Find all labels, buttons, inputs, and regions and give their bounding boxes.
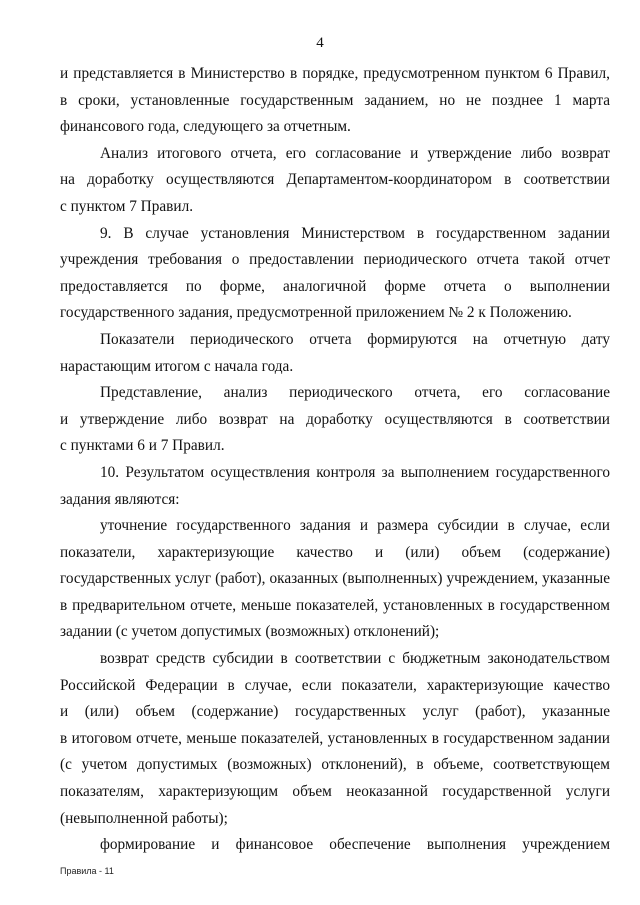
text-line: государственного задания, предусмотренной приложением № 2 к Положению. bbox=[60, 304, 572, 322]
text-line: Российской Федерации в случае, если показатели, характеризующие качество bbox=[60, 676, 610, 694]
text-line: учреждения требования о предоставлении периодического отчета такой отчет bbox=[60, 251, 610, 269]
paragraph-item-10 bbox=[60, 460, 610, 513]
text-line: 10. Результатом осуществления контроля за выполнением государственного bbox=[100, 463, 610, 481]
text-line: государственных услуг (работ), оказанных (выполненных) учреждением, указанные bbox=[60, 570, 610, 588]
text-line: показателям, характеризующим объем неоказанной государственной услуги bbox=[60, 783, 610, 801]
text-line: показатели, характеризующие качество и (или) объем (содержание) bbox=[60, 543, 610, 561]
text-line: задания являются: bbox=[60, 490, 180, 508]
text-line: (невыполненной работы); bbox=[60, 809, 228, 827]
text-line: возврат средств субсидии в соответствии с бюджетным законодательством bbox=[100, 650, 610, 668]
text-line: предоставляется по форме, аналогичной форме отчета о выполнении bbox=[60, 277, 610, 295]
text-line: Показатели периодического отчета формируются на отчетную дату bbox=[100, 330, 610, 348]
text-line: в сроки, установленные государственным заданием, но не позднее 1 марта bbox=[60, 91, 610, 109]
paragraph-formation bbox=[60, 832, 610, 859]
text-line: 9. В случае установления Министерством в государственном задании bbox=[100, 224, 610, 242]
text-line: задании (с учетом допустимых (возможных) отклонений); bbox=[60, 623, 440, 641]
text-line: (с учетом допустимых (возможных) отклонений), в объеме, соответствующем bbox=[60, 756, 610, 774]
text-line: с пунктом 7 Правил. bbox=[60, 197, 194, 215]
text-line: Анализ итогового отчета, его согласование и утверждение либо возврат bbox=[100, 144, 610, 162]
paragraph-analysis bbox=[60, 141, 610, 221]
text-line: формирование и финансовое обеспечение выполнения учреждением bbox=[100, 836, 610, 854]
text-line: финансового года, следующего за отчетным. bbox=[60, 118, 351, 136]
footer-document-label: Правила - 11 bbox=[60, 866, 114, 876]
paragraph-refund bbox=[60, 646, 610, 832]
document-body bbox=[60, 61, 610, 859]
text-line: на доработку осуществляются Департаментом-координатором в соответствии bbox=[60, 171, 610, 189]
text-line: и утверждение либо возврат на доработку осуществляются в соответствии bbox=[60, 410, 610, 428]
text-line: и представляется в Министерство в порядке, предусмотренном пунктом 6 Правил, bbox=[60, 65, 610, 82]
text-line: в предварительном отчете, меньше показателей, установленных в государственном bbox=[60, 596, 610, 614]
page-number: 4 bbox=[316, 35, 324, 51]
text-line: с пунктами 6 и 7 Правил. bbox=[60, 437, 225, 455]
text-line: нарастающим итогом с начала года. bbox=[60, 357, 294, 375]
text-line: Представление, анализ периодического отчета, его согласование bbox=[100, 384, 610, 402]
text-line: уточнение государственного задания и размера субсидии в случае, если bbox=[100, 517, 610, 535]
text-line: в итоговом отчете, меньше показателей, установленных в государственном задании bbox=[60, 729, 610, 747]
text-line: и (или) объем (содержание) государственных услуг (работ), указанные bbox=[60, 703, 610, 721]
paragraph-presentation bbox=[60, 380, 610, 460]
paragraph-item-9 bbox=[60, 221, 610, 327]
paragraph-clarification bbox=[60, 513, 610, 646]
paragraph-indicators bbox=[60, 327, 610, 380]
paragraph-submission bbox=[60, 61, 610, 141]
